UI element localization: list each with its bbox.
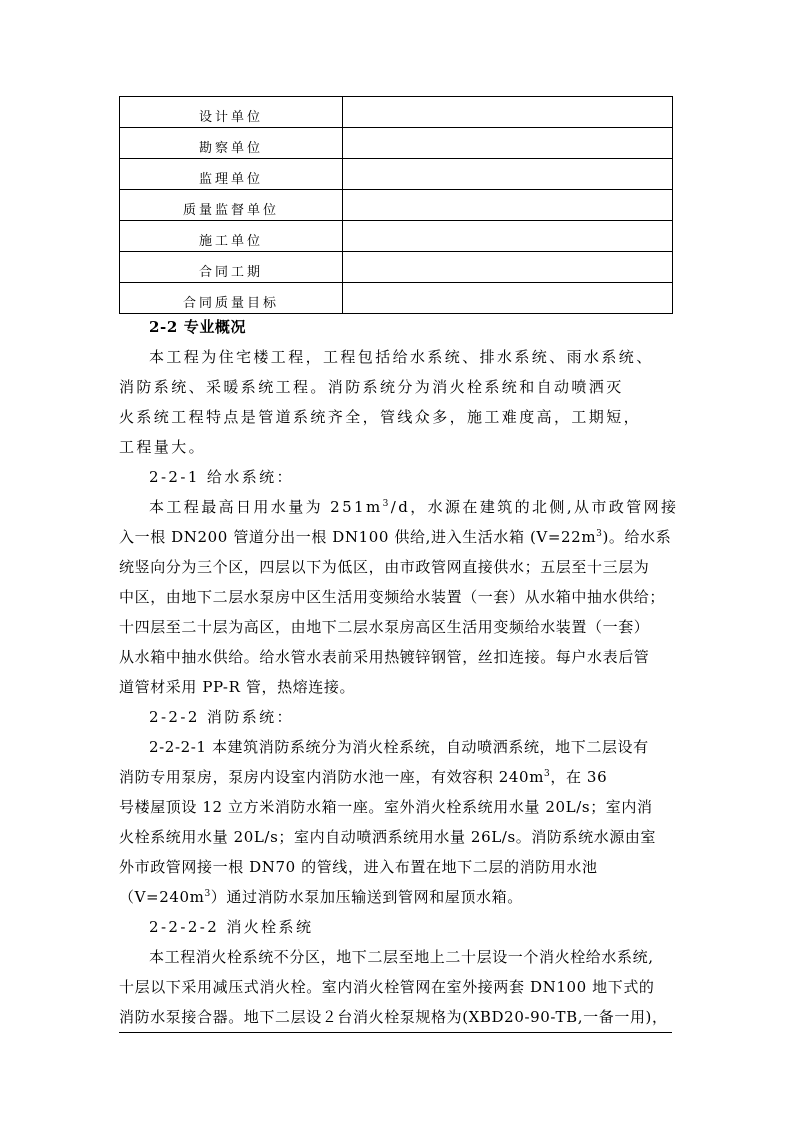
row-value-supervision-unit	[343, 159, 673, 190]
section-heading-2-2-1: 2-2-1 给水系统：	[149, 468, 294, 486]
superscript: 3	[382, 499, 391, 509]
paragraph-line: 号楼屋顶设 12 立方米消防水箱一座。室外消火栓系统用水量 20L/s；室内消	[119, 798, 653, 816]
superscript: 3	[596, 529, 603, 539]
text-fragment: ）通过消防水泵加压输送到管网和屋顶水箱。	[210, 888, 523, 906]
project-info-table	[119, 96, 673, 314]
table-row	[120, 97, 673, 128]
text-fragment: （V=240m	[119, 888, 205, 906]
paragraph-line: 火系统工程特点是管道系统齐全，管线众多，施工难度高，工期短，	[119, 408, 642, 426]
paragraph-line: 消防水泵接合器。地下二层设２台消火栓泵规格为(XBD20-90-TB,一备一用)，	[119, 1008, 668, 1026]
table-row	[120, 283, 673, 314]
section-heading-2-2-2: 2-2-2 消防系统：	[149, 708, 294, 726]
paragraph-line: 消防系统、采暖系统工程。消防系统分为消火栓系统和自动喷洒灭	[119, 378, 624, 396]
table-row	[120, 252, 673, 283]
paragraph-line: 本工程为住宅楼工程，工程包括给水系统、排水系统、雨水系统、	[149, 348, 654, 366]
text-fragment: 入一根 DN200 管道分出一根 DN100 供给,进入生活水箱 (V=22m	[119, 528, 597, 546]
table-row	[120, 221, 673, 252]
paragraph-line: 外市政管网接一根 DN70 的管线，进入布置在地下二层的消防用水池	[119, 858, 598, 876]
row-label-quality-supervision-unit: 质量监督单位	[120, 190, 343, 221]
row-label-supervision-unit: 监理单位	[120, 159, 343, 190]
superscript: 3	[204, 889, 211, 899]
paragraph-line: 统竖向分为三个区，四层以下为低区，由市政管网直接供水；五层至十三层为	[119, 558, 650, 576]
paragraph-line: 2-2-2-1 本建筑消防系统分为消火栓系统，自动喷洒系统，地下二层设有	[149, 738, 649, 756]
paragraph-line	[119, 762, 673, 792]
text-fragment: 消防专用泵房，泵房内设室内消防水池一座，有效容积 240m	[119, 768, 545, 786]
paragraph-line	[119, 882, 673, 912]
superscript: 3	[544, 769, 551, 779]
row-label-contract-quality-target: 合同质量目标	[120, 283, 343, 314]
paragraph-line	[119, 492, 679, 522]
text-fragment: )。给水系	[602, 528, 672, 546]
text-fragment: /d，水源在建筑的北侧,从市政管网接	[390, 498, 679, 516]
row-value-design-unit	[343, 97, 673, 128]
row-value-quality-supervision-unit	[343, 190, 673, 221]
paragraph-line: 本工程消火栓系统不分区，地下二层至地上二十层设一个消火栓给水系统,	[149, 948, 654, 966]
row-label-contract-period: 合同工期	[120, 252, 343, 283]
paragraph-line	[119, 522, 673, 552]
row-value-construction-unit	[343, 221, 673, 252]
text-fragment: ，在 36	[550, 768, 608, 786]
paragraph-line: 十四层至二十层为高区，由地下二层水泵房高区生活用变频给水装置（一套）	[119, 618, 650, 636]
table-row	[120, 159, 673, 190]
row-value-survey-unit	[343, 128, 673, 159]
paragraph-line: 从水箱中抽水供给。给水管水表前采用热镀锌钢管，丝扣连接。每户水表后管	[119, 648, 650, 666]
footer-divider	[119, 1032, 672, 1033]
row-label-construction-unit: 施工单位	[120, 221, 343, 252]
row-value-contract-period	[343, 252, 673, 283]
section-heading-2-2-2-2: 2-2-2-2 消火栓系统	[149, 918, 314, 936]
row-value-contract-quality-target	[343, 283, 673, 314]
paragraph-line: 火栓系统用水量 20L/s；室内自动喷洒系统用水量 26L/s。消防系统水源由室	[119, 828, 657, 846]
section-heading-2-2: 2-2 专业概况	[149, 318, 247, 336]
paragraph-line: 道管材采用 PP-R 管，热熔连接。	[119, 678, 356, 696]
table-row	[120, 190, 673, 221]
paragraph-line: 工程量大。	[119, 438, 207, 456]
row-label-survey-unit: 勘察单位	[120, 128, 343, 159]
body-text	[119, 312, 679, 1032]
table-row	[120, 128, 673, 159]
row-label-design-unit: 设计单位	[120, 97, 343, 128]
paragraph-line: 中区，由地下二层水泵房中区生活用变频给水装置（一套）从水箱中抽水供给；	[119, 588, 666, 606]
paragraph-line: 十层以下采用减压式消火栓。室内消火栓管网在室外接两套 DN100 地下式的	[119, 978, 655, 996]
text-fragment: 本工程最高日用水量为 251m	[149, 498, 383, 516]
